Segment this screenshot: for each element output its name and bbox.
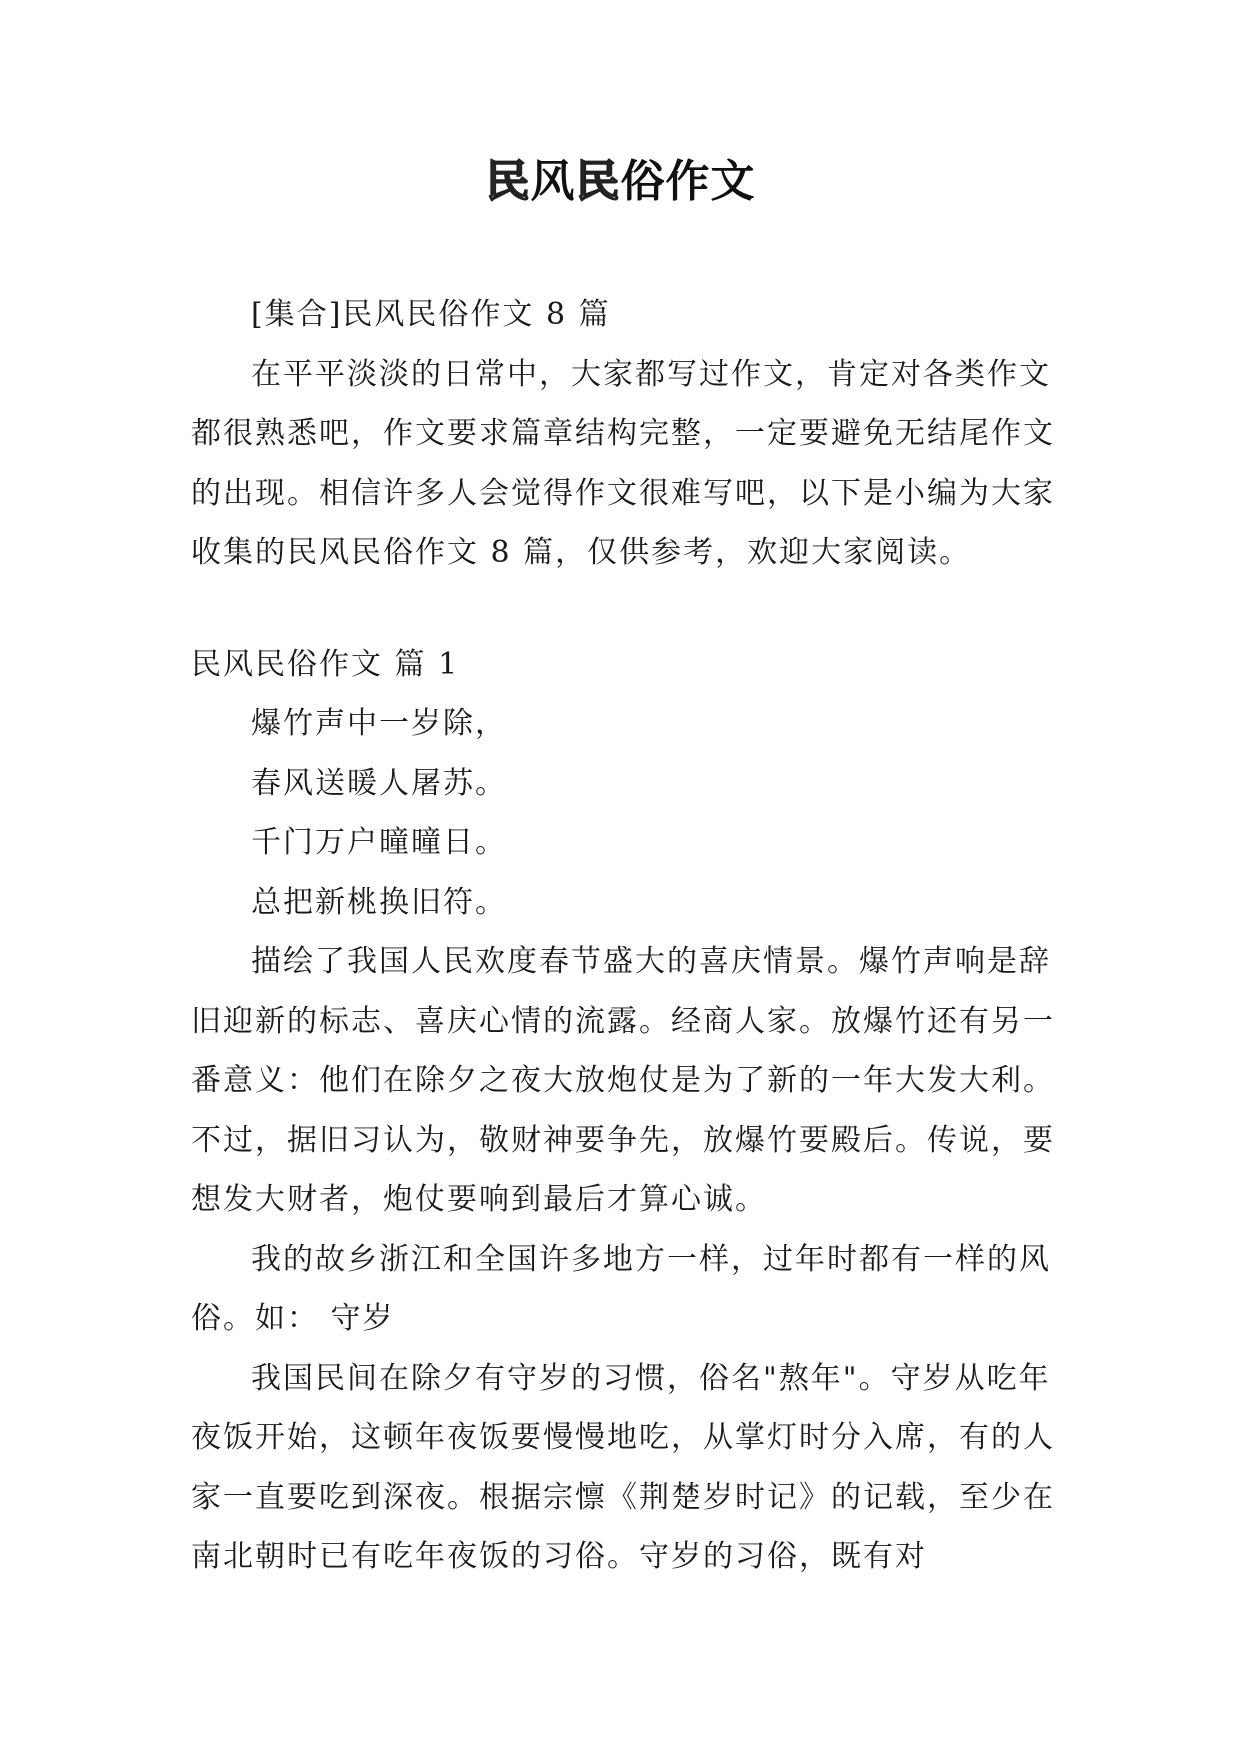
poem-line: 春风送暖人屠苏。 [251,765,507,801]
section-spacer [191,583,1061,635]
poem-line: 千门万户曈曈日。 [251,825,507,860]
title-char-1: 民 [485,156,531,207]
title-rest: 俗作文 [620,156,756,207]
body-paragraph: 描绘了我国人民欢度春节盛大的喜庆情景。爆竹声响是辞旧迎新的标志、喜庆心情的流露。经商人家。放爆竹还有另一番意义：他们在除夕之夜大放炮仗是为了新的一年大发大利。不过，据旧习认为，敬财神要争先，放爆竹要殿后。传说，要想发大财者，炮仗要响到最后才算心诚。 [191,944,1055,1217]
section-heading: 民风民俗作文 篇 1 [191,646,460,682]
document-title [0,150,1241,214]
document-subtitle: [集合]民风民俗作文 8 篇 [251,297,611,332]
intro-paragraph: 在平平淡淡的日常中，大家都写过作文，肯定对各类作文都很熟悉吧，作文要求篇章结构完整，一定要避免无结尾作文的出现。相信许多人会觉得作文很难写吧，以下是小编为大家收集的民风民俗作文 8 篇，仅供参考，欢迎大家阅读。 [191,356,1055,570]
body-paragraph: 我的故乡浙江和全国许多地方一样，过年时都有一样的风俗。如： 守岁 [191,1241,1051,1336]
title-char-2: 风 [530,156,576,207]
body-paragraph: 我国民间在除夕有守岁的习惯，俗名"熬年"。守岁从吃年夜饭开始，这顿年夜饭要慢慢地吃，从掌灯时分入席，有的人家一直要吃到深夜。根据宗懔《荆楚岁时记》的记载，至少在南北朝时已有吃年夜饭的习俗。守岁的习俗，既有对 [191,1360,1055,1574]
poem-line: 总把新桃换旧符。 [251,884,507,920]
document-body [191,285,1061,1587]
poem-line: 爆竹声中一岁除， [251,706,507,741]
title-char-3: 民 [575,156,621,207]
